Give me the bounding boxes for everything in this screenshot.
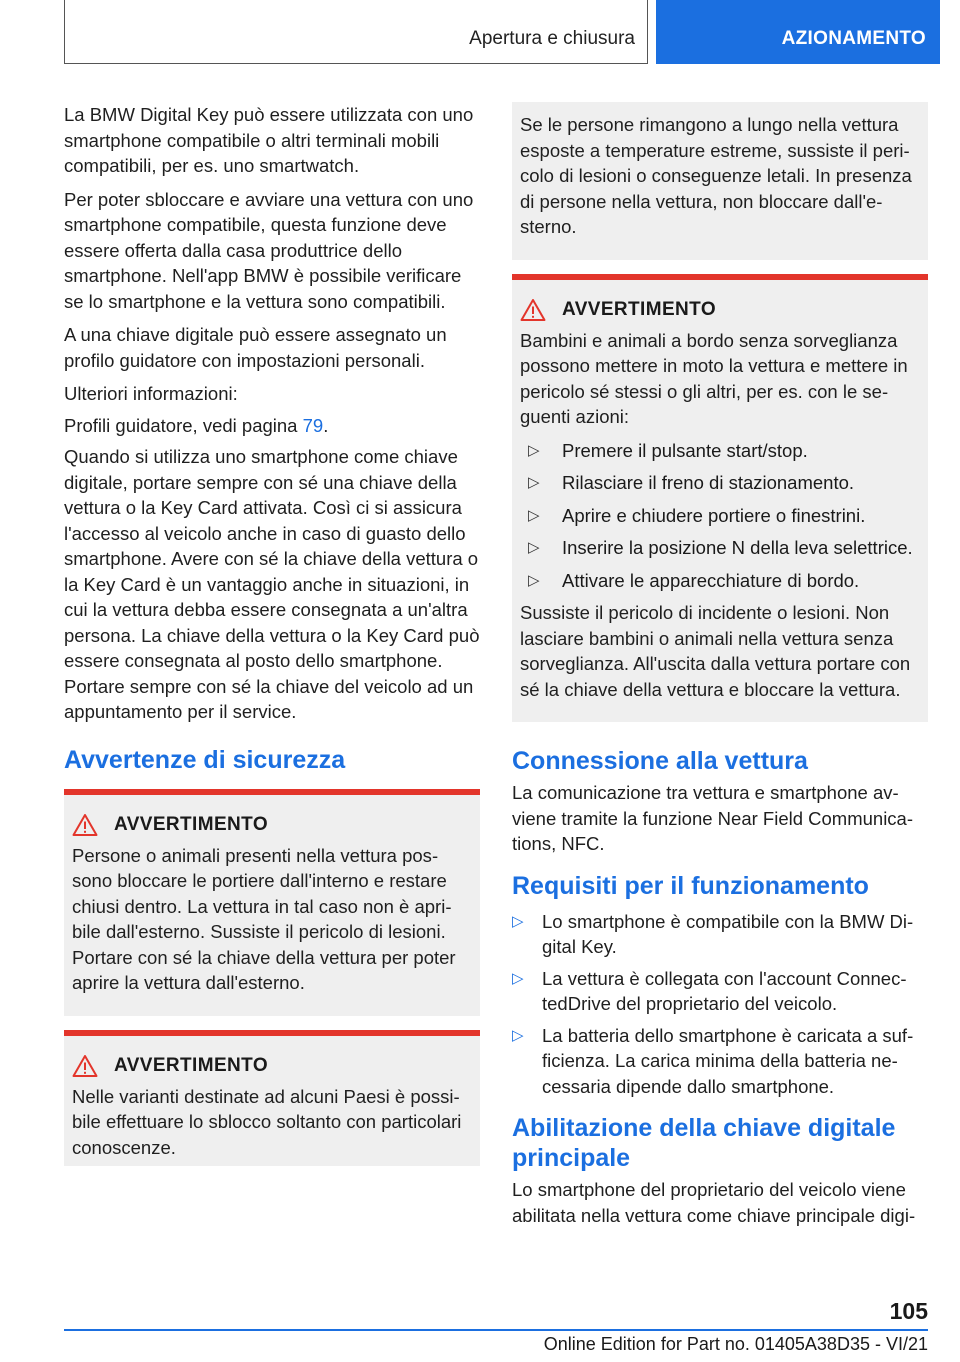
warning-box bbox=[64, 789, 480, 1016]
warning-triangle-icon bbox=[72, 813, 98, 837]
list-item bbox=[520, 470, 920, 496]
page-number: 105 bbox=[889, 1298, 928, 1324]
header-chapter-box bbox=[64, 0, 648, 64]
triangle-right-bullet-icon: ▷ bbox=[528, 539, 540, 556]
warning-text: Persone o animali presenti nella vettura possono bloccare le portiere dall'interno e restare chiusi dentro. La vettura in tal caso non è apribile dall'esterno. Sussiste il pericolo di lesioni. Portare con sé la chiave della vettura per poter aprire la vettura dall'esterno. bbox=[72, 844, 456, 993]
paragraph: Per poter sbloccare e avviare una vettura con uno smartphone compatibile, questa funzione deve essere offerta dalla casa produttrice dello smartphone. Nell'app BMW è possibile verificare se lo smartphone e la vettura sono compatibili. bbox=[64, 188, 474, 312]
enable-heading: Abilitazione della chiave digitale principale bbox=[512, 1114, 896, 1172]
reference-text: Profili guidatore, vedi pagina bbox=[64, 414, 303, 436]
list-item bbox=[520, 568, 920, 594]
warning-text: Nelle varianti destinate ad alcuni Paesi è possibile effettuare lo sblocco soltanto con particolari conoscenze. bbox=[72, 1085, 462, 1158]
list-item-text: La vettura è collegata con l'account ConnectedDrive del proprietario del veicolo. bbox=[542, 967, 907, 1014]
warning-intro: Bambini e animali a bordo senza sorveglianza possono mettere in moto la vettura e mettere in pericolo sé stessi o gli altri, per es. con le seguenti azioni: bbox=[520, 329, 908, 427]
triangle-right-bullet-icon: ▷ bbox=[528, 474, 540, 491]
warning-title: AVVERTIMENTO bbox=[114, 813, 268, 835]
triangle-right-bullet-icon: ▷ bbox=[512, 1026, 524, 1044]
list-item-text: Attivare le apparecchiature di bordo. bbox=[562, 569, 860, 591]
list-item-text: Lo smartphone è compatibile con la BMW Digital Key. bbox=[542, 910, 914, 957]
warning-title: AVVERTIMENTO bbox=[562, 298, 716, 320]
list-item-text: Premere il pulsante start/stop. bbox=[562, 439, 808, 461]
reference-suffix: . bbox=[323, 414, 329, 436]
warning-box bbox=[512, 274, 928, 723]
footer-divider bbox=[64, 1329, 928, 1331]
list-item-text: Rilasciare il freno di stazionamento. bbox=[562, 472, 855, 493]
left-column bbox=[64, 102, 480, 1180]
requirements-list bbox=[512, 909, 928, 1100]
list-item-text: La batteria dello smartphone è caricata a sufficienza. La carica minima della batteria necessaria dipende dallo smartphone. bbox=[542, 1024, 914, 1097]
right-column bbox=[512, 102, 928, 1236]
paragraph: La BMW Digital Key può essere utilizzata con uno smartphone compatibile o altri terminali mobili compatibili, per es. uno smartwatch. bbox=[64, 104, 474, 176]
warning-title: AVVERTIMENTO bbox=[114, 1054, 268, 1076]
triangle-right-bullet-icon: ▷ bbox=[512, 912, 524, 930]
list-item bbox=[512, 909, 928, 960]
page-reference-link[interactable]: 79 bbox=[302, 414, 324, 436]
paragraph: A una chiave digitale può essere assegnato un profilo guidatore con impostazioni personali. bbox=[64, 324, 447, 371]
list-item bbox=[512, 966, 928, 1017]
list-item bbox=[512, 1023, 928, 1100]
list-item-text: Aprire e chiudere portiere o finestrini. bbox=[562, 504, 866, 526]
enable-text: Lo smartphone del proprietario del veicolo viene abilitata nella vettura come chiave principale digi- bbox=[512, 1179, 916, 1226]
edition-text: Online Edition for Part no. 01405A38D35 - VI/21 bbox=[543, 1334, 928, 1354]
list-item-text: Inserire la posizione N della leva selettrice. bbox=[562, 537, 913, 558]
warning-triangle-icon bbox=[520, 298, 546, 322]
requirements-heading: Requisiti per il funzionamento bbox=[512, 871, 869, 900]
warning-triangle-icon bbox=[72, 1054, 98, 1078]
list-item bbox=[520, 438, 920, 464]
paragraph: Ulteriori informazioni: bbox=[64, 383, 238, 404]
warning-box bbox=[64, 1030, 480, 1167]
section-label: AZIONAMENTO bbox=[781, 28, 926, 49]
reference-line bbox=[64, 413, 480, 439]
connection-text: La comunicazione tra vettura e smartphone avviene tramite la funzione Near Field Communications, NFC. bbox=[512, 782, 914, 854]
warning-continuation-box bbox=[512, 102, 928, 260]
warning-outro: Sussiste il pericolo di incidente o lesioni. Non lasciare bambini o animali nella vettura senza sorveglianza. All'uscita dalla vettura portare con sé la chiave della vettura e bloccare la vettura. bbox=[520, 602, 911, 700]
triangle-right-bullet-icon: ▷ bbox=[528, 506, 540, 524]
paragraph: Quando si utilizza uno smartphone come chiave digitale, portare sempre con sé una chiave della vettura o la Key Card attivata. Così ci si assicura l'accesso al veicolo anche in caso di guasto dello smartphone. Avere con sé la chiave della vettura o la Key Card è un vantaggio anche in situazioni, in cui la vettura debba essere consegnata a un'altra persona. La chiave della vettura o la Key Card può essere consegnata al posto dello smartphone. Portare sempre con sé la chiave del veicolo ad un appuntamento per il service. bbox=[64, 446, 480, 722]
connection-heading: Connessione alla vettura bbox=[512, 747, 808, 775]
safety-heading: Avvertenze di sicurezza bbox=[64, 745, 346, 774]
list-item bbox=[520, 503, 920, 529]
triangle-right-bullet-icon: ▷ bbox=[528, 571, 540, 589]
triangle-right-bullet-icon: ▷ bbox=[512, 969, 524, 987]
list-item bbox=[520, 535, 920, 561]
header-section-tab bbox=[656, 0, 940, 64]
warning-action-list bbox=[520, 438, 920, 594]
triangle-right-bullet-icon: ▷ bbox=[528, 441, 540, 459]
warning-continuation-text: Se le persone rimangono a lungo nella vettura esposte a temperature estreme, sussiste il pericolo di lesioni o conseguenze letali. In presenza di persone nella vettura, non bloccare dall'esterno. bbox=[520, 114, 912, 237]
chapter-title: Apertura e chiusura bbox=[469, 28, 635, 49]
